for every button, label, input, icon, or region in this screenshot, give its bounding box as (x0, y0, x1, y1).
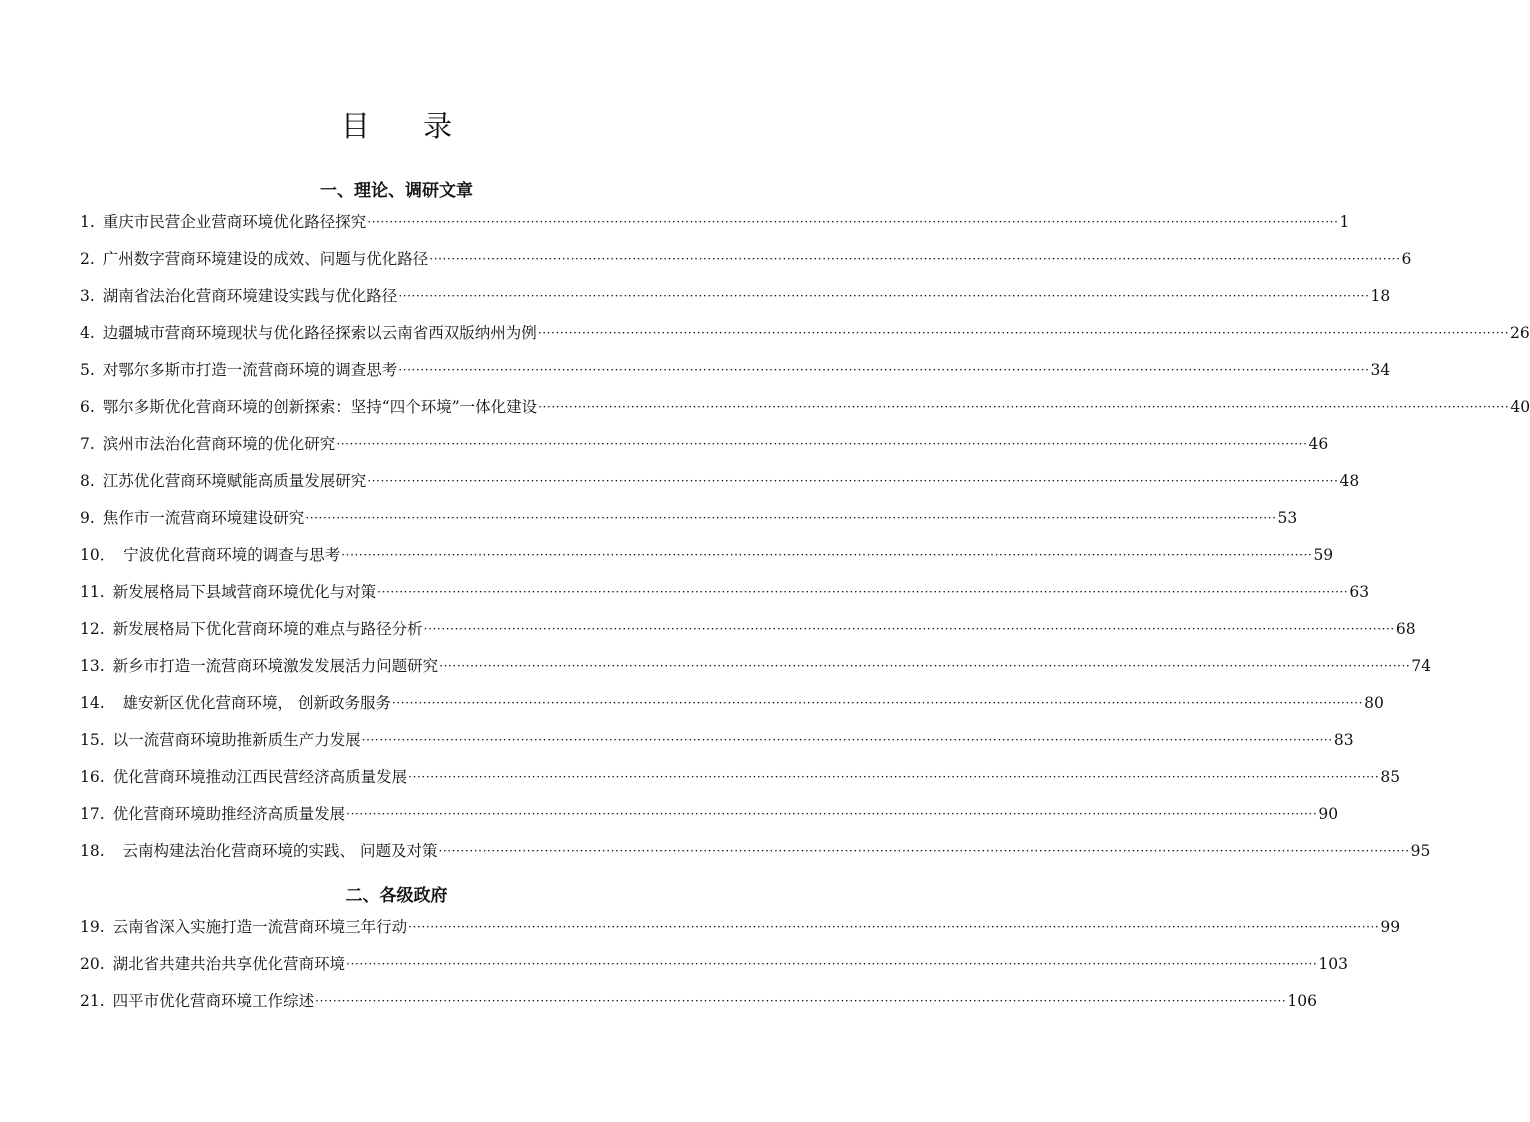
toc-leader-dots: ···························································································································································································································· (538, 400, 1510, 414)
toc-entry[interactable] (80, 989, 1317, 1013)
toc-entry[interactable] (80, 802, 1339, 826)
toc-entry-page: 106 (1287, 992, 1317, 1010)
toc-entry-page: 46 (1308, 435, 1329, 453)
toc-entry-title: 新乡市打造一流营商环境激发发展活力问题研究 (112, 657, 439, 675)
toc-entry-page: 85 (1380, 768, 1401, 786)
toc-entry-title: 边疆城市营商环境现状与优化路径探索以云南省西双版纳州为例 (102, 324, 537, 342)
toc-entry-title: 滨州市法治化营商环境的优化研究 (102, 435, 336, 453)
toc-leader-dots: ···························································································································································································································· (429, 252, 1401, 266)
toc-entry[interactable] (80, 247, 1412, 271)
toc-entry-title: 广州数字营商环境建设的成效、问题与优化路径 (102, 250, 429, 268)
toc-entry-page: 83 (1333, 731, 1354, 749)
toc-leader-dots: ···························································································································································································································· (367, 474, 1339, 488)
toc-entry-number: 4. (80, 324, 95, 342)
toc-entry-title: 宁波优化营商环境的调查与思考 (123, 546, 341, 564)
toc-entry-number: 12. (80, 620, 105, 638)
section-heading: 一、理论、调研文章 (320, 181, 473, 201)
toc-entry[interactable] (80, 210, 1350, 234)
toc-entry-page: 68 (1395, 620, 1416, 638)
toc-entry-number: 17. (80, 805, 105, 823)
toc-entry-number: 19. (80, 918, 105, 936)
document-title: 目 录 (340, 109, 475, 143)
toc-entry[interactable] (80, 395, 1530, 419)
toc-entry[interactable] (80, 469, 1360, 493)
toc-entry-number: 6. (80, 398, 95, 416)
toc-leader-dots: ···························································································································································································································· (341, 548, 1313, 562)
toc-leader-dots: ···························································································································································································································· (367, 215, 1339, 229)
toc-entry-number: 10． (80, 546, 116, 564)
toc-leader-dots: ···························································································································································································································· (377, 585, 1349, 599)
toc-entry[interactable] (80, 580, 1370, 604)
toc-entry-title: 以一流营商环境助推新质生产力发展 (112, 731, 361, 749)
toc-entry[interactable] (80, 284, 1391, 308)
toc-entry-page: 74 (1411, 657, 1432, 675)
toc-entry-page: 99 (1380, 918, 1401, 936)
toc-entry-title: 雄安新区优化营商环境， 创新政务服务 (112, 694, 391, 712)
toc-entry[interactable] (80, 543, 1334, 567)
toc-leader-dots: ···························································································································································································································· (408, 770, 1380, 784)
toc-entry-page: 6 (1401, 250, 1412, 268)
toc-entry-page: 103 (1318, 955, 1348, 973)
toc-entry-number: 7. (80, 435, 95, 453)
toc-entry[interactable] (80, 358, 1391, 382)
toc-entry[interactable] (80, 506, 1298, 530)
toc-entry-number: 11. (80, 583, 105, 601)
toc-entry[interactable] (80, 765, 1401, 789)
section-heading: 二、各级政府 (345, 886, 448, 906)
toc-entry-page: 53 (1277, 509, 1298, 527)
toc-entry[interactable] (80, 321, 1530, 345)
toc-entry-title: 云南构建法治化营商环境的实践、 问题及对策 (112, 842, 438, 860)
toc-entry-title: 四平市优化营商环境工作综述 (112, 992, 315, 1010)
toc-entry-page: 95 (1410, 842, 1431, 860)
toc-leader-dots: ···························································································································································································································· (346, 807, 1318, 821)
toc-leader-dots: ···························································································································································································································· (315, 994, 1287, 1008)
toc-entry-title: 焦作市一流营商环境建设研究 (102, 509, 305, 527)
toc-leader-dots: ···························································································································································································································· (438, 844, 1410, 858)
toc-entry[interactable] (80, 839, 1431, 863)
toc-entry-title: 优化营商环境推动江西民营经济高质量发展 (112, 768, 408, 786)
toc-leader-dots: ···························································································································································································································· (537, 326, 1509, 340)
toc-entry-number: 9. (80, 509, 95, 527)
toc-entry-number: 1. (80, 213, 95, 231)
toc-entry-title: 对鄂尔多斯市打造一流营商环境的调查思考 (102, 361, 398, 379)
toc-entry-number: 13. (80, 657, 105, 675)
toc-entry-number: 21. (80, 992, 105, 1010)
toc-entry-title: 新发展格局下优化营商环境的难点与路径分析 (112, 620, 423, 638)
toc-leader-dots: ···························································································································································································································· (336, 437, 1308, 451)
toc-entry-title: 湖北省共建共治共享优化营商环境 (112, 955, 346, 973)
toc-leader-dots: ···························································································································································································································· (398, 363, 1370, 377)
toc-entry[interactable] (80, 654, 1432, 678)
toc-entry-page: 40 (1510, 398, 1530, 416)
toc-leader-dots: ···························································································································································································································· (439, 659, 1411, 673)
toc-entry-title: 优化营商环境助推经济高质量发展 (112, 805, 346, 823)
toc-entry[interactable] (80, 728, 1354, 752)
toc-entry-number: 5. (80, 361, 95, 379)
toc-entry-title: 新发展格局下县域营商环境优化与对策 (112, 583, 377, 601)
toc-entry-page: 80 (1364, 694, 1384, 712)
toc-entry-number: 20. (80, 955, 105, 973)
toc-entry-title: 湖南省法治化营商环境建设实践与优化路径 (102, 287, 398, 305)
toc-entry-number: 15. (80, 731, 105, 749)
toc-leader-dots: ···························································································································································································································· (398, 289, 1370, 303)
toc-entry[interactable] (80, 915, 1401, 939)
toc-entry-number: 8. (80, 472, 95, 490)
toc-entry-page: 1 (1339, 213, 1350, 231)
toc-entry-number: 14. (80, 694, 105, 712)
toc-entry-page: 63 (1349, 583, 1370, 601)
toc-entry-title: 江苏优化营商环境赋能高质量发展研究 (102, 472, 367, 490)
toc-entry-number: 2. (80, 250, 95, 268)
toc-leader-dots: ···························································································································································································································· (305, 511, 1277, 525)
toc-entry[interactable] (80, 691, 1384, 715)
toc-entry[interactable] (80, 952, 1348, 976)
toc-leader-dots: ···························································································································································································································· (423, 622, 1395, 636)
toc-entry-page: 26 (1510, 324, 1530, 342)
toc-entry-title: 云南省深入实施打造一流营商环境三年行动 (112, 918, 408, 936)
toc-leader-dots: ···························································································································································································································· (391, 696, 1364, 710)
toc-entry-page: 34 (1370, 361, 1391, 379)
toc-entry-number: 3. (80, 287, 95, 305)
toc-entry-title: 重庆市民营企业营商环境优化路径探究 (102, 213, 367, 231)
toc-leader-dots: ···························································································································································································································· (408, 920, 1380, 934)
toc-entry-page: 59 (1313, 546, 1334, 564)
toc-entry[interactable] (80, 617, 1416, 641)
toc-leader-dots: ···························································································································································································································· (361, 733, 1333, 747)
toc-entry-title: 鄂尔多斯优化营商环境的创新探索：坚持“四个环境”一体化建设 (102, 398, 538, 416)
toc-entry[interactable] (80, 432, 1329, 456)
toc-entry-number: 16. (80, 768, 105, 786)
toc-entry-page: 48 (1339, 472, 1360, 490)
toc-entry-page: 90 (1318, 805, 1339, 823)
toc-leader-dots: ···························································································································································································································· (346, 957, 1318, 971)
toc-entry-number: 18. (80, 842, 105, 860)
toc-entry-page: 18 (1370, 287, 1391, 305)
